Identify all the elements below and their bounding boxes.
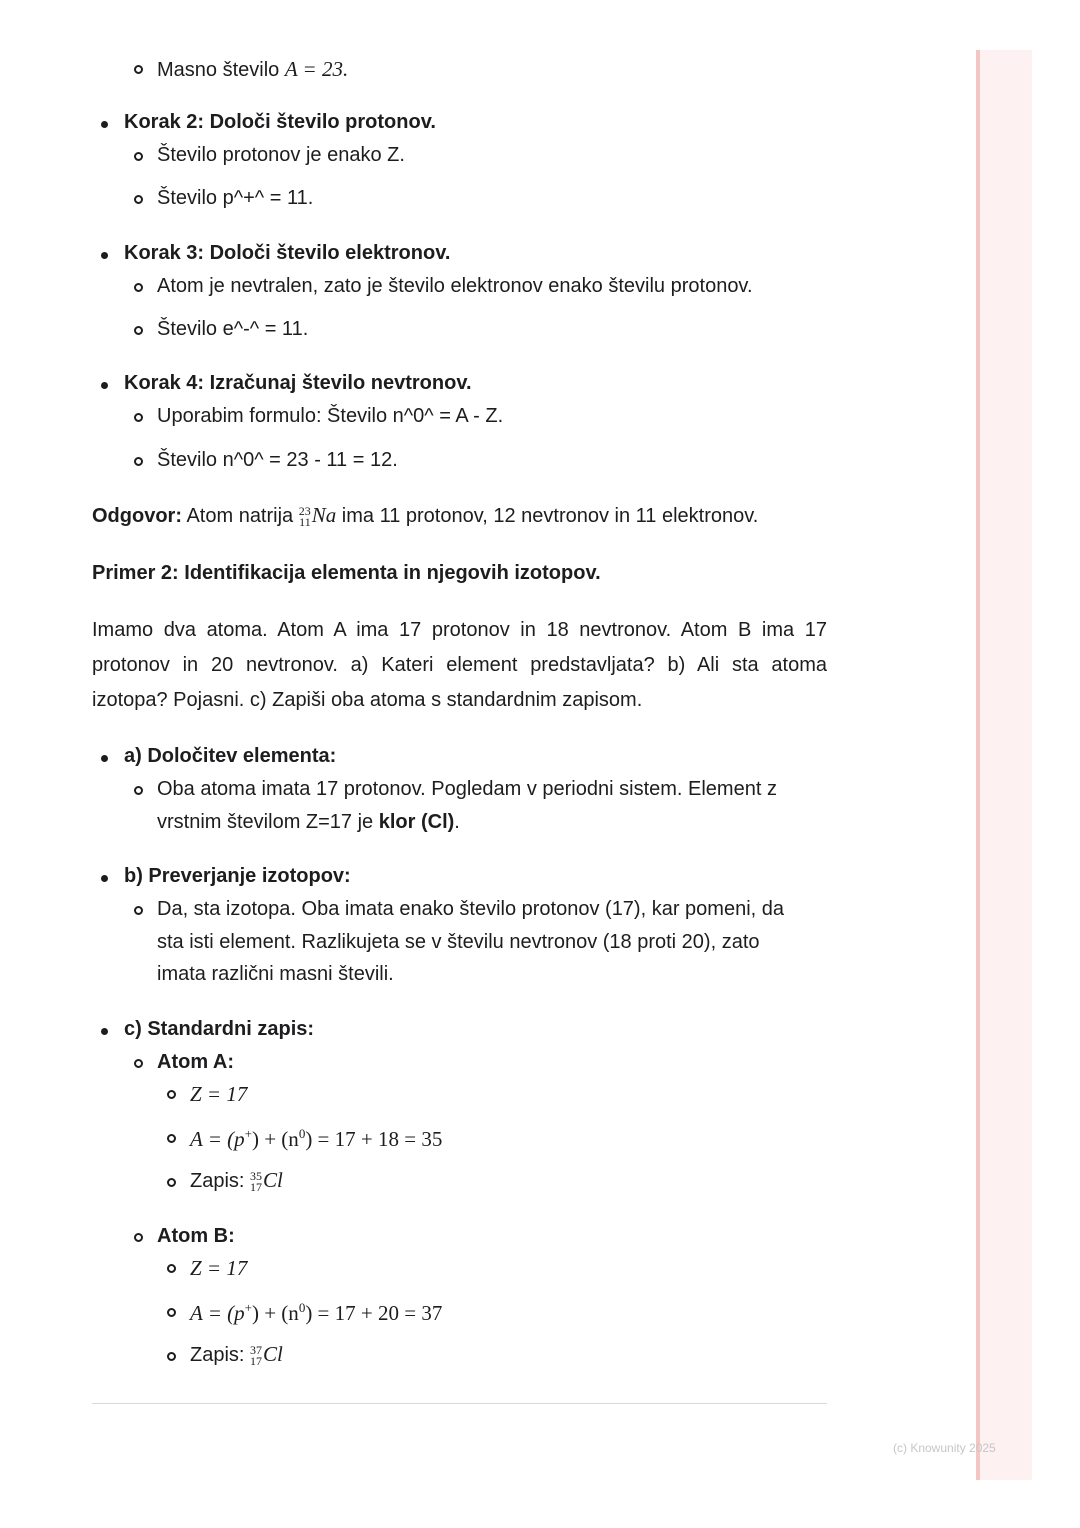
atom-b-title: Atom B:: [157, 1225, 235, 1247]
math-expression: A = 23.: [284, 57, 349, 81]
list-item-continuation: [157, 811, 460, 834]
element-symbol: Cl: [263, 1168, 283, 1193]
margin-line: [976, 50, 980, 1480]
list-item: Število e^-^ = 11.: [157, 318, 309, 340]
element-symbol: Na: [311, 503, 337, 528]
list-item-continuation: sta isti element. Razlikujeta se v številu nevtronov (18 proti 20), zato: [157, 931, 760, 953]
nuclide-notation: [299, 505, 337, 528]
item-text: Masno število: [157, 59, 285, 81]
answer-text: Atom natrija: [182, 505, 299, 527]
list-item: Uporabim formulo: Število n^0^ = A - Z.: [157, 405, 504, 427]
step-3-title: Korak 3: Določi število elektronov.: [124, 242, 451, 264]
problem-paragraph: Imamo dva atoma. Atom A ima 17 protonov in 18 nevtronov. Atom B ima 17 protonov in 20 nevtronov. a) Kateri element predstavljata? b) Ali sta atoma izotopa? Pojasni. c) Zapiši oba atoma s standardnim zapisom.: [92, 619, 827, 711]
atom-b-z: Z = 17: [190, 1256, 248, 1280]
list-item-mass-number: [157, 57, 348, 82]
atomic-number: 17: [250, 1180, 263, 1195]
part-a-title: a) Določitev elementa:: [124, 745, 337, 767]
zapis-label: Zapis:: [190, 1344, 251, 1366]
example-2-title: Primer 2: Identifikacija elementa in njegovih izotopov.: [92, 562, 601, 584]
divider: [92, 1403, 827, 1404]
formula-part: ) = 17 + 18 = 35: [305, 1127, 443, 1151]
formula-sup: +: [244, 1126, 252, 1141]
atom-a-formula: [190, 1126, 442, 1152]
part-c-title: c) Standardni zapis:: [124, 1018, 315, 1040]
list-item: Število p^+^ = 11.: [157, 187, 314, 209]
list-item: Oba atoma imata 17 protonov. Pogledam v periodni sistem. Element z: [157, 778, 777, 800]
list-item: Število n^0^ = 23 - 11 = 12.: [157, 449, 398, 471]
formula-part: ) = 17 + 20 = 37: [305, 1301, 443, 1325]
element-name: klor (Cl): [378, 811, 455, 833]
step-4-title: Korak 4: Izračunaj število nevtronov.: [124, 372, 472, 394]
list-item: Da, sta izotopa. Oba imata enako število protonov (17), kar pomeni, da: [157, 898, 785, 920]
formula-sup: 0: [298, 1300, 306, 1315]
answer-paragraph: [92, 505, 758, 528]
answer-label: Odgovor:: [92, 505, 182, 527]
atom-b-zapis: [190, 1344, 283, 1367]
mass-number: 37: [250, 1343, 263, 1358]
atom-a-z: Z = 17: [190, 1082, 248, 1106]
atom-a-title: Atom A:: [157, 1051, 235, 1073]
item-text: .: [454, 811, 460, 833]
list-item: Atom je nevtralen, zato je število elektronov enako številu protonov.: [157, 275, 753, 297]
mass-number: 23: [298, 504, 311, 519]
step-2-title: Korak 2: Določi število protonov.: [124, 111, 436, 133]
atomic-number: 11: [299, 515, 311, 530]
list-item: Število protonov je enako Z.: [157, 144, 405, 166]
list-item-continuation: imata različni masni števili.: [157, 963, 394, 985]
formula-sup: 0: [298, 1126, 306, 1141]
footer-copyright: (c) Knowunity 2025: [893, 1441, 996, 1455]
margin-strip: [976, 50, 1032, 1480]
nuclide-notation: [250, 1344, 283, 1367]
element-symbol: Cl: [263, 1342, 283, 1367]
answer-text: ima 11 protonov, 12 nevtronov in 11 elektronov.: [336, 505, 759, 527]
atom-a-zapis: [190, 1170, 283, 1193]
atom-b-formula: [190, 1300, 442, 1326]
formula-part: A = (p: [190, 1127, 245, 1151]
formula-sup: +: [244, 1300, 252, 1315]
mass-number: 35: [250, 1169, 263, 1184]
item-text: vrstnim številom Z=17 je: [157, 811, 379, 833]
formula-part: A = (p: [190, 1301, 245, 1325]
part-b-title: b) Preverjanje izotopov:: [124, 865, 351, 887]
zapis-label: Zapis:: [190, 1170, 251, 1192]
formula-part: ) + (n: [251, 1301, 299, 1325]
atomic-number: 17: [250, 1354, 263, 1369]
nuclide-notation: [250, 1170, 283, 1193]
formula-part: ) + (n: [251, 1127, 299, 1151]
